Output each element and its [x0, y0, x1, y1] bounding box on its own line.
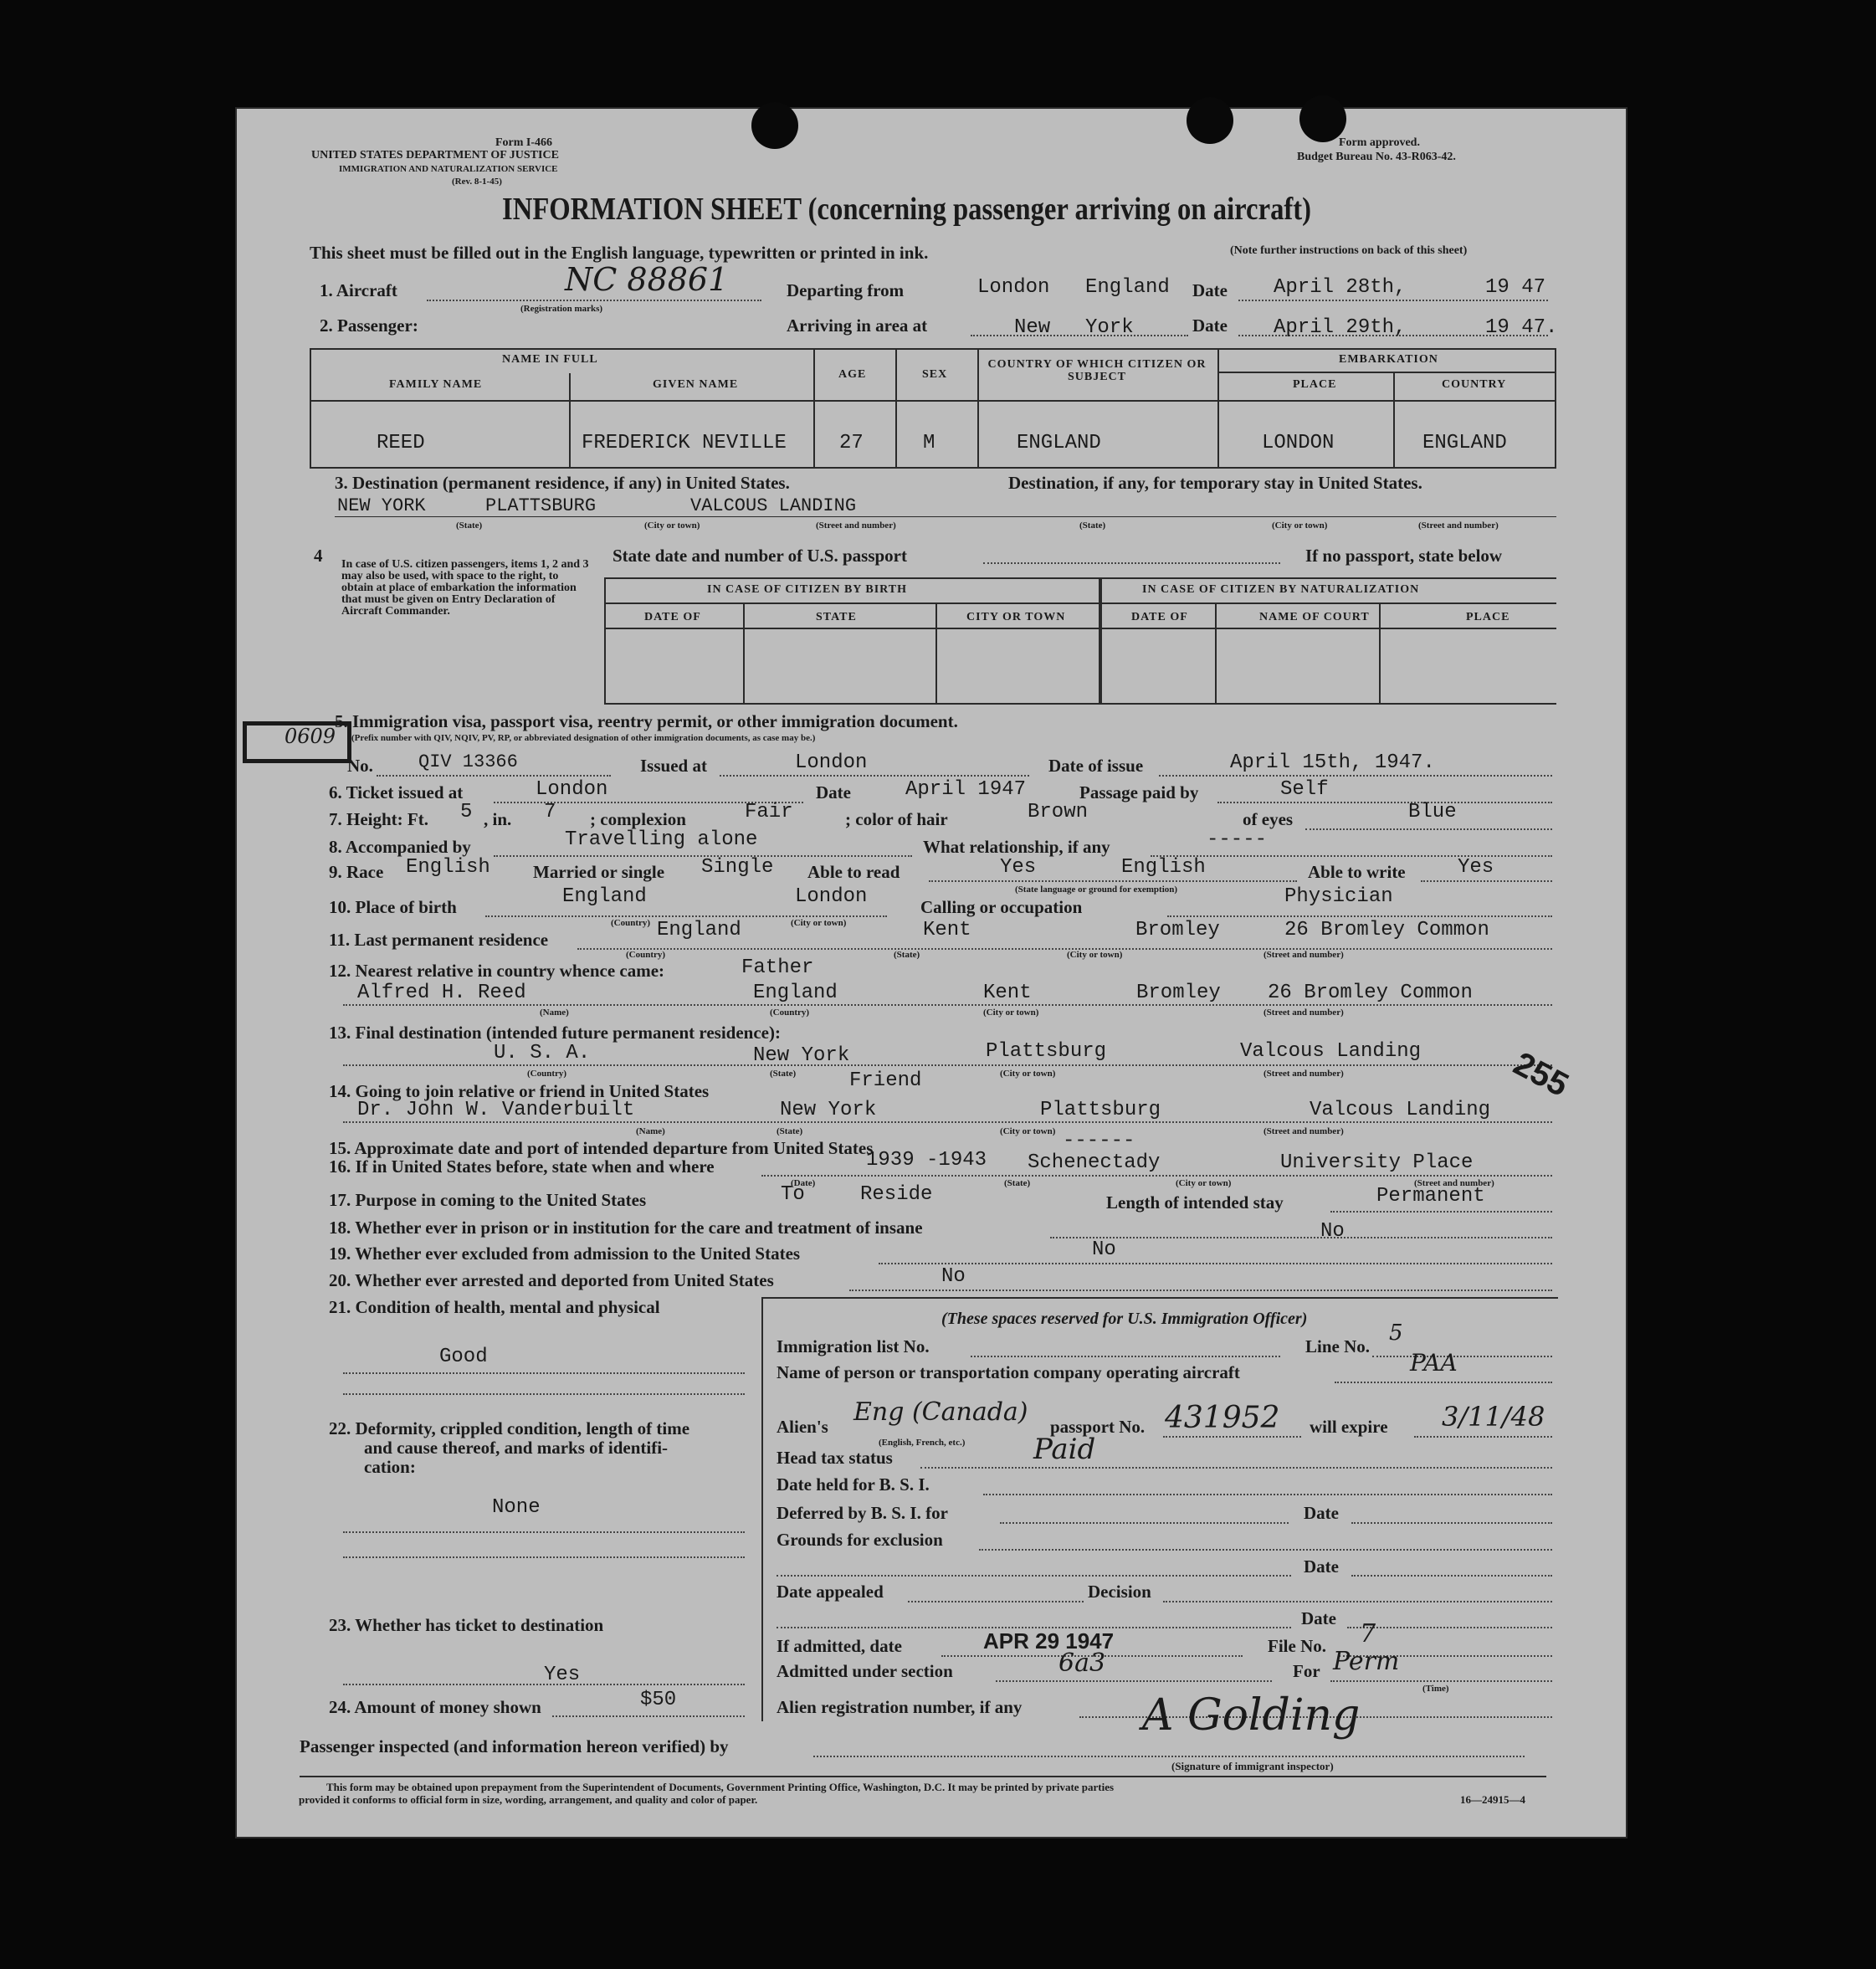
caption-state: (State) — [770, 1069, 797, 1079]
header-family-name: FAMILY NAME — [389, 378, 483, 391]
hair-value: Brown — [1028, 801, 1089, 823]
label-admitted-under: Admitted under section — [777, 1661, 953, 1681]
label-inspected: Passenger inspected (and information hereon verified) by — [300, 1736, 729, 1756]
label-ticket: 6. Ticket issued at — [329, 782, 464, 802]
line-no-value: 5 — [1389, 1320, 1403, 1346]
caption-state: (State) — [894, 950, 920, 960]
final-country: U. S. A. — [494, 1042, 591, 1064]
label-birthplace: 10. Place of birth — [329, 897, 457, 917]
label-deformity: 22. Deformity, crippled condition, length of time — [329, 1418, 690, 1438]
footer-number: 16—24915—4 — [1460, 1793, 1525, 1806]
expire-value: 3/11/48 — [1442, 1401, 1545, 1433]
relative-country: England — [753, 982, 838, 1004]
stay-value: Permanent — [1376, 1185, 1485, 1208]
punch-hole — [1187, 97, 1233, 144]
join-city: Plattsburg — [1040, 1099, 1161, 1121]
label-date: Date — [1304, 1503, 1339, 1523]
label-passport-no: passport No. — [1050, 1417, 1146, 1437]
before-street: University Place — [1280, 1151, 1474, 1174]
officer-header: (These spaces reserved for U.S. Immigration Officer) — [941, 1310, 1308, 1328]
header-by-nat: IN CASE OF CITIZEN BY NATURALIZATION — [1142, 583, 1420, 596]
ticket-destination-value: Yes — [544, 1664, 581, 1686]
label-passage-paid: Passage paid by — [1079, 782, 1199, 802]
departure-value: ------ — [1063, 1130, 1135, 1152]
label-date-appealed: Date appealed — [777, 1582, 884, 1602]
label-money: 24. Amount of money shown — [329, 1697, 541, 1717]
caption-name: (Name) — [540, 1008, 569, 1018]
accompanied-value: Travelling alone — [565, 828, 758, 851]
company-value: PAA — [1410, 1349, 1458, 1377]
label-immigration-doc: 5. Immigration visa, passport visa, reentry permit, or other immigration document. — [335, 711, 958, 731]
label-will-expire: will expire — [1310, 1417, 1388, 1437]
label-visa-prefix: (Prefix number with QIV, NQIV, PV, RP, or abbreviated designation of other immigration documents, as case may be.) — [351, 733, 816, 743]
label-alien-reg: Alien registration number, if any — [777, 1697, 1023, 1717]
depart-date: April 28th, — [1274, 276, 1407, 299]
caption-country: (Country) — [626, 950, 666, 960]
married-value: Single — [701, 856, 774, 879]
caption-state-language: (State language or ground for exemption) — [1015, 885, 1178, 895]
label-date: Date — [1192, 315, 1228, 336]
label-deformity-2: and cause thereof, and marks of identifi- — [364, 1438, 669, 1458]
caption-street: (Street and number) — [1263, 1126, 1344, 1136]
height-ft: 5 — [460, 801, 473, 823]
purpose-to: To — [781, 1183, 805, 1206]
arrive-city: New — [1014, 316, 1051, 339]
label-occupation: Calling or occupation — [920, 897, 1083, 917]
admitted-date-stamp: APR 29 1947 — [983, 1628, 1115, 1654]
excluded-value: No — [1092, 1238, 1116, 1261]
label-reg-marks: (Registration marks) — [520, 304, 603, 314]
head-tax-value: Paid — [1033, 1433, 1096, 1466]
label-eyes: of eyes — [1243, 809, 1294, 829]
label-race: 9. Race — [329, 862, 384, 882]
label-no: No. — [347, 756, 373, 776]
caption-city: (City or town) — [1000, 1069, 1056, 1079]
section-value: 6a3 — [1058, 1649, 1106, 1678]
header-place: PLACE — [1466, 611, 1510, 623]
relative-state: Kent — [983, 982, 1032, 1004]
write-value: Yes — [1458, 856, 1494, 879]
health-value: Good — [439, 1346, 488, 1368]
label-passenger: 2. Passenger: — [320, 315, 418, 336]
ticket-issued-at: London — [536, 778, 608, 801]
label-write: Able to write — [1308, 862, 1406, 882]
residence-country: England — [657, 919, 741, 941]
stamp-number: 255 — [1507, 1044, 1575, 1105]
service: IMMIGRATION AND NATURALIZATION SERVICE — [339, 164, 558, 174]
file-no-value: 7 — [1360, 1619, 1376, 1649]
emb-country-value: ENGLAND — [1422, 432, 1507, 454]
label-item-4: 4 — [314, 546, 323, 566]
caption-street: (Street and number) — [1414, 1178, 1494, 1188]
label-aircraft: 1. Aircraft — [320, 280, 397, 300]
label-read: Able to read — [807, 862, 900, 882]
purpose-value: Reside — [860, 1183, 933, 1206]
prison-value: No — [1320, 1220, 1345, 1243]
header-city-town: CITY OR TOWN — [966, 611, 1066, 623]
visa-number: QIV 13366 — [418, 751, 518, 772]
caption-city: (City or town) — [1000, 1126, 1056, 1136]
arrive-state: York — [1085, 316, 1134, 339]
label-aliens: Alien's — [777, 1417, 828, 1437]
money-value: $50 — [640, 1689, 677, 1711]
residence-street: 26 Bromley Common — [1284, 919, 1489, 941]
label-temporary-destination: Destination, if any, for temporary stay in United States. — [1008, 473, 1422, 493]
label-date: Date — [1192, 280, 1228, 300]
department: UNITED STATES DEPARTMENT OF JUSTICE — [311, 149, 559, 162]
label-no-passport: If no passport, state below — [1305, 546, 1503, 566]
label-departure: 15. Approximate date and port of intended departure from United States — [329, 1138, 874, 1158]
page-title: INFORMATION SHEET (concerning passenger arriving on aircraft) — [502, 192, 1312, 227]
header-place: PLACE — [1293, 378, 1337, 391]
dest-city: PLATTSBURG — [485, 495, 597, 516]
caption-date: (Date) — [791, 1178, 816, 1188]
label-final-destination: 13. Final destination (intended future permanent residence): — [329, 1023, 781, 1043]
race-value: English — [406, 856, 490, 879]
relative-relationship: Father — [741, 956, 814, 979]
revision: (Rev. 8-1-45) — [452, 177, 502, 187]
depart-country: England — [1085, 276, 1170, 299]
caption-state: (State) — [456, 520, 483, 531]
label-for: For — [1293, 1661, 1320, 1681]
caption-street: (Street and number) — [1263, 1069, 1344, 1079]
form-number: Form I-466 — [495, 136, 553, 149]
join-state: New York — [780, 1099, 877, 1121]
label-list-no: Immigration list No. — [777, 1336, 930, 1356]
footer-line-2: provided it conforms to official form in size, wording, arrangement, and quality and color of paper. — [299, 1793, 758, 1806]
residence-city: Bromley — [1135, 919, 1220, 941]
visa-issued-at: London — [795, 751, 868, 774]
caption-state: (State) — [1004, 1178, 1031, 1188]
join-street: Valcous Landing — [1310, 1099, 1491, 1121]
label-destination: 3. Destination (permanent residence, if any) in United States. — [335, 473, 790, 493]
caption-country: (Country) — [527, 1069, 567, 1079]
caption-city: (City or town) — [1272, 520, 1328, 531]
caption-city: (City or town) — [644, 520, 700, 531]
header-by-birth: IN CASE OF CITIZEN BY BIRTH — [707, 583, 908, 596]
paid-by: Self — [1280, 778, 1329, 801]
ticket-date: April 1947 — [905, 778, 1027, 801]
label-relationship: What relationship, if any — [923, 837, 1110, 857]
note: (Note further instructions on back of this sheet) — [1230, 244, 1468, 257]
label-arriving: Arriving in area at — [787, 315, 928, 336]
deported-value: No — [941, 1265, 966, 1288]
label-head-tax: Head tax status — [777, 1448, 893, 1468]
label-going-to-join: 14. Going to join relative or friend in United States — [329, 1081, 710, 1101]
label-last-residence: 11. Last permanent residence — [329, 930, 549, 950]
header-country: COUNTRY — [1442, 378, 1507, 391]
relative-city: Bromley — [1136, 982, 1221, 1004]
dest-street: VALCOUS LANDING — [690, 495, 857, 516]
label-grounds: Grounds for exclusion — [777, 1530, 943, 1550]
label-ticket-destination: 23. Whether has ticket to destination — [329, 1615, 604, 1635]
aircraft-value: NC 88861 — [565, 261, 729, 298]
occupation-value: Physician — [1284, 885, 1393, 908]
label-nearest-relative: 12. Nearest relative in country whence came: — [329, 961, 665, 981]
for-value: Perm — [1333, 1647, 1400, 1676]
label-date: Date — [816, 782, 851, 802]
label-company: Name of person or transportation company operating aircraft — [777, 1362, 1240, 1382]
label-health: 21. Condition of health, mental and physical — [329, 1297, 660, 1317]
country-citizen-value: ENGLAND — [1017, 432, 1101, 454]
caption-street: (Street and number) — [1418, 520, 1499, 531]
label-deferred: Deferred by B. S. I. for — [777, 1503, 948, 1523]
sex-value: M — [923, 432, 935, 454]
alien-language-value: Eng (Canada) — [853, 1397, 1028, 1427]
passport-no-value: 431952 — [1165, 1401, 1280, 1435]
label-in: , in. — [484, 809, 512, 829]
label-date-held: Date held for B. S. I. — [777, 1474, 930, 1495]
header-date-of: DATE OF — [1131, 611, 1188, 623]
family-name-value: REED — [377, 432, 425, 454]
header-country-citizen: COUNTRY OF WHICH CITIZEN OR SUBJECT — [987, 358, 1207, 383]
join-name: Dr. John W. Vanderbuilt — [357, 1099, 635, 1121]
budget-bureau: Budget Bureau No. 43-R063-42. — [1297, 151, 1456, 163]
label-issued-at: Issued at — [640, 756, 707, 776]
header-name-in-full: NAME IN FULL — [502, 353, 598, 366]
label-prison: 18. Whether ever in prison or in institution for the care and treatment of insane — [329, 1218, 923, 1238]
form-approved: Form approved. — [1339, 136, 1420, 149]
header-age: AGE — [838, 368, 867, 381]
label-hair: ; color of hair — [845, 809, 948, 829]
caption-time: (Time) — [1422, 1684, 1449, 1694]
label-passport-question: State date and number of U.S. passport — [613, 546, 907, 566]
age-value: 27 — [839, 432, 864, 454]
label-length-stay: Length of intended stay — [1106, 1192, 1284, 1213]
label-decision: Decision — [1088, 1582, 1151, 1602]
label-date: Date — [1304, 1556, 1339, 1577]
caption-street: (Street and number) — [816, 520, 896, 531]
final-state: New York — [753, 1044, 850, 1067]
final-street: Valcous Landing — [1240, 1040, 1422, 1063]
label-deformity-3: cation: — [364, 1457, 416, 1477]
label-accompanied: 8. Accompanied by — [329, 837, 471, 857]
caption-language: (English, French, etc.) — [879, 1438, 966, 1448]
relative-street: 26 Bromley Common — [1268, 982, 1473, 1004]
caption-name: (Name) — [636, 1126, 665, 1136]
caption-city: (City or town) — [1176, 1178, 1232, 1188]
header-date-of: DATE OF — [644, 611, 701, 623]
dest-state: NEW YORK — [337, 495, 426, 516]
label-if-admitted: If admitted, date — [777, 1636, 902, 1656]
header-state: STATE — [816, 611, 857, 623]
depart-year: 19 47 — [1485, 276, 1546, 299]
caption-city: (City or town) — [983, 1008, 1039, 1018]
punch-hole — [1299, 95, 1346, 142]
label-excluded: 19. Whether ever excluded from admission to the United States — [329, 1243, 801, 1264]
read-language: English — [1121, 856, 1206, 879]
label-married: Married or single — [533, 862, 665, 882]
punch-hole — [751, 102, 798, 149]
label-before: 16. If in United States before, state when and where — [329, 1156, 715, 1177]
stamp-box-number: 0609 — [284, 725, 336, 748]
relative-name: Alfred H. Reed — [357, 982, 526, 1004]
header-sex: SEX — [922, 368, 948, 381]
birth-country: England — [562, 885, 647, 908]
label-line-no: Line No. — [1305, 1336, 1371, 1356]
header-name-court: NAME OF COURT — [1259, 611, 1370, 623]
arrive-date: April 29th, — [1274, 316, 1407, 339]
label-purpose: 17. Purpose in coming to the United States — [329, 1190, 647, 1210]
before-when: 1939 -1943 — [866, 1149, 987, 1172]
caption-state: (State) — [777, 1126, 803, 1136]
depart-city: London — [977, 276, 1050, 299]
eyes-value: Blue — [1408, 801, 1457, 823]
read-value: Yes — [1000, 856, 1037, 879]
caption-state: (State) — [1079, 520, 1106, 531]
caption-signature: (Signature of immigrant inspector) — [1171, 1760, 1334, 1772]
footer-line-1: This form may be obtained upon prepayment from the Superintendent of Documents, Government Printing Office, Washington, D.C. It may be printed by private parties — [326, 1781, 1115, 1793]
header-given-name: GIVEN NAME — [653, 378, 739, 391]
given-name-value: FREDERICK NEVILLE — [582, 432, 787, 454]
label-date: Date — [1301, 1608, 1336, 1628]
caption-street: (Street and number) — [1263, 950, 1344, 960]
residence-state: Kent — [923, 919, 971, 941]
join-relationship: Friend — [849, 1069, 922, 1092]
caption-city: (City or town) — [1067, 950, 1123, 960]
caption-country: (Country) — [611, 918, 651, 928]
label-height: 7. Height: Ft. — [329, 809, 428, 829]
visa-date: April 15th, 1947. — [1230, 751, 1435, 774]
caption-country: (Country) — [770, 1008, 810, 1018]
instruction: This sheet must be filled out in the English language, typewritten or printed in ink. — [310, 243, 929, 263]
label-date-issue: Date of issue — [1048, 756, 1144, 776]
relationship-value: ----- — [1207, 828, 1268, 851]
header-embarkation: EMBARKATION — [1339, 353, 1438, 366]
emb-place-value: LONDON — [1262, 432, 1335, 454]
caption-street: (Street and number) — [1263, 1008, 1344, 1018]
deformity-value: None — [492, 1496, 541, 1519]
item4-instructions: In case of U.S. citizen passengers, items 1, 2 and 3 may also be used, with space to the right, to obtain at place of embarkation the information that must be given on Entry Declaration of Aircraft Commander. — [341, 558, 589, 618]
final-city: Plattsburg — [986, 1040, 1107, 1063]
inspector-signature: A Golding — [1142, 1690, 1361, 1741]
complexion-value: Fair — [745, 801, 793, 823]
label-complexion: ; complexion — [590, 809, 686, 829]
birth-city: London — [795, 885, 868, 908]
label-deported: 20. Whether ever arrested and deported from United States — [329, 1270, 774, 1290]
label-file-no: File No. — [1268, 1636, 1326, 1656]
before-city: Schenectady — [1028, 1151, 1161, 1174]
height-in: 7 — [544, 801, 556, 823]
caption-city: (City or town) — [791, 918, 847, 928]
label-departing: Departing from — [787, 280, 905, 300]
arrive-year: 19 47. — [1485, 316, 1558, 339]
